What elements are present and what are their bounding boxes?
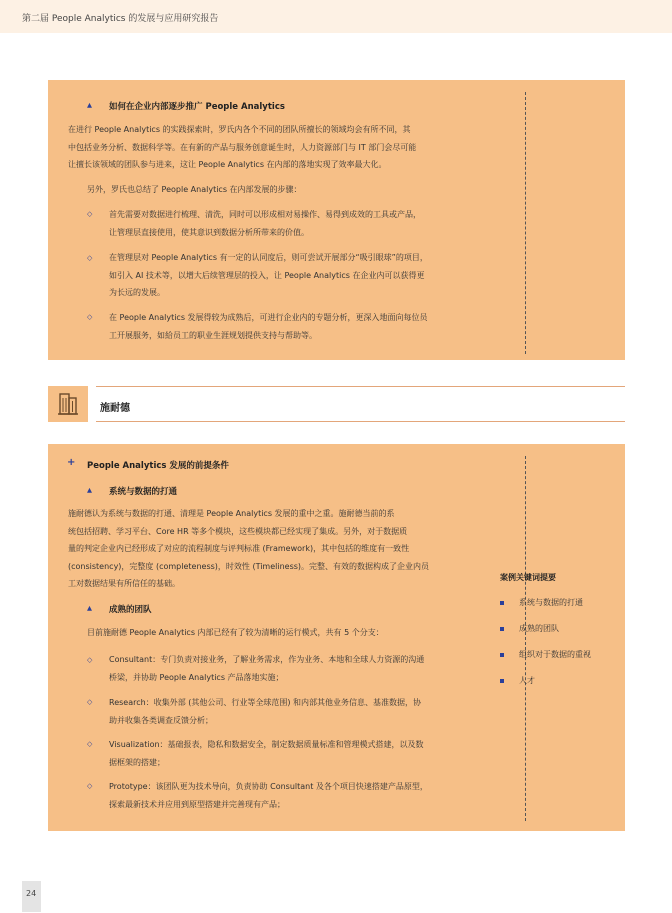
- page-number: 24: [26, 889, 37, 898]
- text-line: 首先需要对数据进行梳理、清洗，同时可以形成相对易操作、易得到成效的工具或产品，: [109, 210, 421, 219]
- section1-para1: [68, 121, 416, 174]
- text-line: 为长远的发展。: [109, 288, 165, 297]
- text-line: (consistency)，完整度 (completeness)，时效性 (Timeliness)。完整、有效的数据构成了企业内员: [68, 561, 430, 571]
- building-icon: [48, 386, 88, 422]
- sub1-para: [68, 505, 429, 593]
- diamond-bullet-icon: ◇: [87, 740, 93, 748]
- text-line: 工对数据结果有所信任的基础。: [68, 579, 180, 588]
- sub2-bullet-4: [109, 778, 428, 813]
- keywords-title: 案例关键词提要: [500, 573, 556, 582]
- header-title: 第二届 People Analytics 的发展与应用研究报告: [22, 14, 219, 24]
- text-line: 在 People Analytics 发展得较为成熟后，可进行企业内的专题分析，更深入地面向每位员: [109, 313, 428, 322]
- text-line: 施耐德认为系统与数据的打通、清理是 People Analytics 发展的重中之重。施耐德当前的系: [68, 509, 395, 518]
- square-bullet-icon: [500, 653, 504, 657]
- text-line: 在管理层对 People Analytics 有一定的认同度后，则可尝试开展部分“吸引眼球”的项目，: [109, 253, 428, 262]
- diamond-bullet-icon: ◇: [87, 656, 93, 664]
- company-icon-box: [48, 386, 88, 422]
- square-bullet-icon: [500, 627, 504, 631]
- divider-dashed: [525, 92, 526, 354]
- section1-bullet-3: [109, 309, 428, 344]
- triangle-icon: ▲: [87, 101, 92, 109]
- text-line: 桥梁，并协助 People Analytics 产品落地实施；: [109, 672, 284, 682]
- diamond-bullet-icon: ◇: [87, 782, 93, 790]
- text-line: 工开展服务，如給员工的职业生涯规划提供支持与帮助等。: [109, 330, 317, 340]
- page-number-box: [22, 881, 41, 912]
- section1-bullet-1: [109, 206, 421, 241]
- text-line: 探索最新技术并应用到原型搭建并完善现有产品；: [109, 799, 285, 809]
- section1-bullet-2: [109, 249, 428, 302]
- diamond-bullet-icon: ◇: [87, 313, 93, 321]
- sub2-heading: 成熟的团队: [109, 605, 152, 615]
- text-line: Research：收集外部 (其他公司、行业等全球范围) 和内部其他业务信息、基准数据，协: [109, 698, 422, 707]
- keyword-item: 组织对于数据的重视: [519, 650, 591, 659]
- text-line: 让擅长该领域的团队参与进来，这让 People Analytics 在内部的落地实现了效率最大化。: [68, 160, 387, 169]
- divider-top: [96, 386, 625, 387]
- square-bullet-icon: [500, 679, 504, 683]
- plus-icon: +: [67, 457, 76, 468]
- text-line: 如引入 AI 技术等，以增大后续管理层的投入，让 People Analytics 在企业内可以获得更: [109, 270, 425, 280]
- sub2-bullet-1: [109, 651, 424, 686]
- text-line: 中包括业务分析、数据科学等。在有新的产品与服务创意诞生时，人力资源部门与 IT 部门会尽可能: [68, 142, 417, 152]
- divider-dashed: [525, 456, 526, 821]
- text-line: 助并收集各类调查反馈分析；: [109, 715, 213, 725]
- text-line: Prototype：该团队更为技术导向，负责协助 Consultant 及各个项目快速搭建产品原型，: [109, 782, 428, 791]
- divider-bottom: [96, 421, 625, 422]
- text-line: Consultant：专门负责对接业务，了解业务需求，作为业务、本地和全球人力资源的沟通: [109, 655, 425, 664]
- text-line: 量的判定企业内已经形成了对应的流程制度与评判标准 (Framework)，其中包括的维度有一致性: [68, 544, 410, 553]
- section1-heading: 如何在企业内部逐步推广 People Analytics: [109, 102, 285, 112]
- sub2-bullet-2: [109, 694, 421, 729]
- keyword-item: 成熟的团队: [519, 624, 559, 633]
- section2-heading: People Analytics 发展的前提条件: [87, 461, 229, 471]
- keyword-item: 系统与数据的打通: [519, 598, 583, 607]
- page-header: [0, 0, 672, 33]
- sub1-heading: 系统与数据的打通: [109, 487, 178, 497]
- diamond-bullet-icon: ◇: [87, 698, 93, 706]
- sub2-intro: 目前施耐德 People Analytics 内部已经有了较为清晰的运行模式，共有 5 个分支：: [87, 628, 384, 637]
- text-line: 让管理层直接使用，使其意识到数据分析所带来的价值。: [109, 227, 309, 237]
- diamond-bullet-icon: ◇: [87, 254, 93, 262]
- diamond-bullet-icon: ◇: [87, 210, 93, 218]
- sub2-bullet-3: [109, 736, 424, 771]
- text-line: 统包括招聘、学习平台、Core HR 等多个模块，这些模块都已经实现了集成。另外，对于数据质: [68, 526, 408, 536]
- company-name: 施耐德: [100, 403, 130, 414]
- square-bullet-icon: [500, 601, 504, 605]
- keyword-item: 人才: [519, 676, 535, 685]
- text-line: 据框架的搭建；: [109, 757, 165, 767]
- triangle-icon: ▲: [87, 604, 92, 612]
- triangle-icon: ▲: [87, 486, 92, 494]
- section1-para2: 另外，罗氏也总结了 People Analytics 在内部发展的步骤：: [87, 185, 302, 194]
- text-line: Visualization：基础报表，隐私和数据安全，制定数据质量标准和管理模式搭建，以及数: [109, 740, 424, 749]
- text-line: 在进行 People Analytics 的实践探索时，罗氏内各个不同的团队所擅长的领域均会有所不同，其: [68, 125, 411, 134]
